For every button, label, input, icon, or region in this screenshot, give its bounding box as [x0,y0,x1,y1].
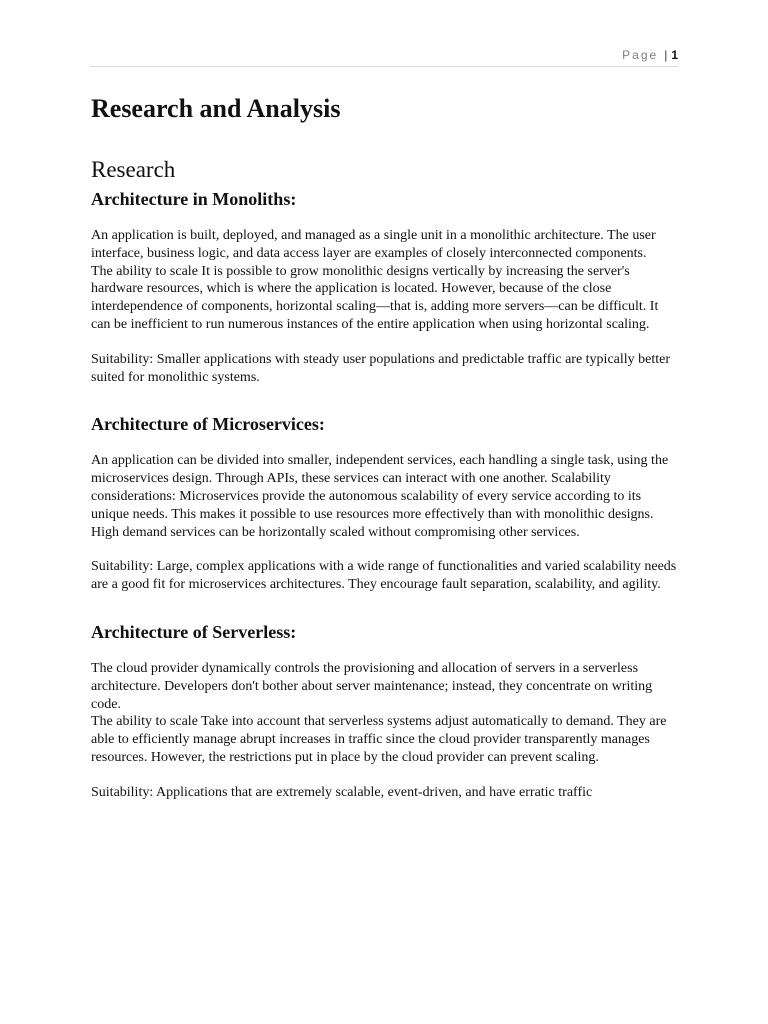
monoliths-heading: Architecture in Monoliths: [91,189,297,209]
microservices-paragraph-1: An application can be divided into smaller, independent services, each handling a single task, using the microservices design. Through APIs, these services can interact with one another. Scalability considerations: Microservices provide the autonomous scalability of every service according to its unique needs. This makes it possible to use resources more effectively than with monolithic designs. High demand services can be horizontally scaled without compromising other services. [91,453,669,540]
serverless-suitability: Suitability: Applications that are extremely scalable, event-driven, and have erratic traffic [91,784,593,800]
page-header [90,46,678,67]
microservices-suitability: Suitability: Large, complex applications with a wide range of functionalities and varied scalability needs are a good fit for microservices architectures. They encourage fault separation, scalability, and agility. [91,559,677,593]
section-title: Research [91,157,176,182]
page-number: 1 [671,48,678,62]
serverless-paragraph-1: The cloud provider dynamically controls the provisioning and allocation of servers in a serverless architecture. Developers don't bother about server maintenance; instead, they concentrate on writing code. [91,660,653,712]
microservices-heading: Architecture of Microservices: [91,414,325,435]
monoliths-paragraph-2: The ability to scale It is possible to grow monolithic designs vertically by increasing the server's hardware resources, which is where the application is located. However, because of the close interdependence of components, horizontal scaling—that is, adding more servers—can be difficult. It can be inefficient to run numerous instances of the entire application when using horizontal scaling. [91,263,659,332]
document-body [91,92,681,802]
page-label: Page [622,48,659,62]
monoliths-suitability: Suitability: Smaller applications with steady user populations and predictable traffic are typically better suited for monolithic systems. [91,351,671,385]
monoliths-paragraph-1: An application is built, deployed, and managed as a single unit in a monolithic architecture. The user interface, business logic, and data access layer are examples of closely interconnected components. [91,228,656,261]
serverless-paragraph-2: The ability to scale Take into account that serverless systems adjust automatically to demand. They are able to efficiently manage abrupt increases in traffic since the cloud provider transparently manages resources. However, the restrictions put in place by the cloud provider can prevent scaling. [91,714,667,765]
serverless-heading: Architecture of Serverless: [91,621,297,642]
page-separator: | [664,48,668,62]
document-title: Research and Analysis [91,94,341,123]
